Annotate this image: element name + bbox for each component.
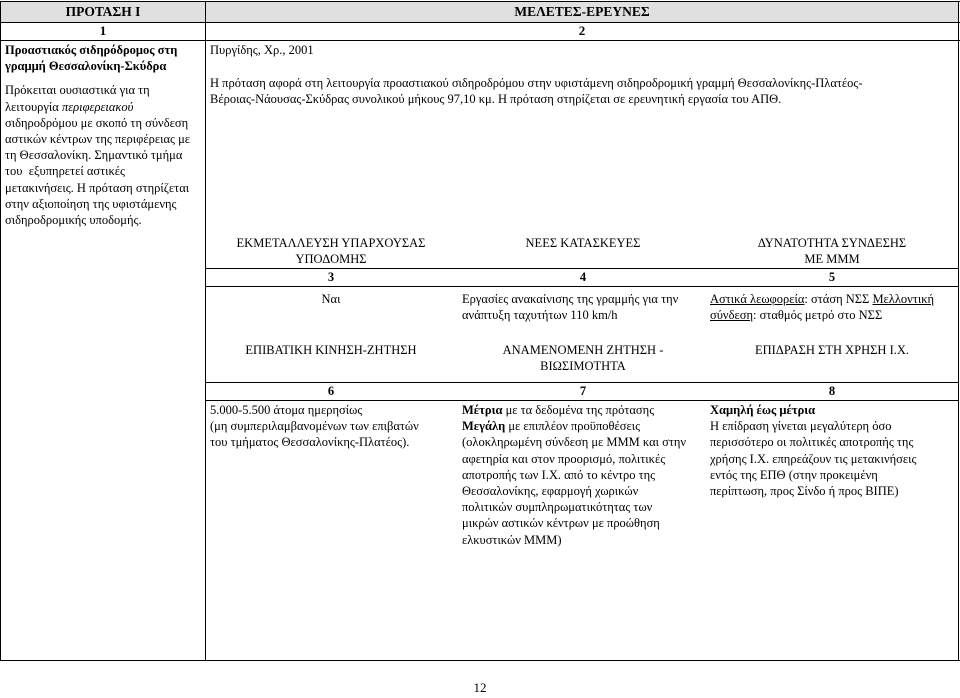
heading-existing-infrastructure-line2: ΥΠΟΔΟΜΗΣ: [295, 252, 367, 266]
value-new-constructions-line1: Εργασίες ανακαίνισης της γραμμής για την: [462, 292, 679, 306]
value-car-use-impact-line: Η επίδραση γίνεται μεγαλύτερη όσο: [710, 419, 892, 434]
page-number: 12: [473, 680, 487, 695]
value-car-use-impact-line: περισσότερο οι πολιτικές αποτροπής της: [710, 435, 914, 450]
heading-expected-demand-line1: ΑΝΑΜΕΝΟΜΕΝΗ ΖΗΤΗΣΗ -: [502, 343, 664, 357]
value-expected-demand-medium: [462, 402, 686, 418]
proposal-desc-line: τη Θεσσαλονίκη. Σημαντικό τμήμα: [5, 148, 183, 163]
heading-existing-infrastructure-line1: ΕΚΜΕΤΑΛΛΕΥΣΗ ΥΠΑΡΧΟΥΣΑΣ: [236, 236, 426, 250]
section-a-number-4: 4: [579, 270, 587, 284]
value-car-use-impact-line: χρήσης Ι.Χ. επηρεάζουν τις μετακινήσεις: [710, 451, 917, 466]
proposal-desc-text: λειτουργία: [5, 99, 59, 114]
value-expected-demand-line: αποτροπής των Ι.Χ. από το κέντρο της: [462, 467, 656, 482]
value-expected-demand-line: πολιτικών συμπληρωματικότητας των: [462, 500, 653, 515]
value-passenger-demand-line: 5.000-5.500 άτομα ημερησίως: [210, 403, 363, 417]
proposal-title-line1: Προαστιακός σιδηρόδρομος στη: [5, 43, 178, 57]
proposal-desc-line: μετακινήσεις. Η πρόταση στηρίζεται: [5, 180, 190, 195]
heading-expected-demand-line2: ΒΙΩΣΙΜΟΤΗΤΑ: [540, 359, 626, 373]
section-b-number-7: 7: [579, 384, 587, 398]
section-b-number-8: 8: [828, 384, 836, 398]
table-border-left: [0, 1, 1, 661]
value-expected-demand-medium-bold: Μέτρια: [462, 403, 503, 417]
value-connection-link: σύνδεση: [710, 308, 753, 322]
section-b-rule-bottom: [206, 400, 958, 401]
proposal-desc-line: στην αξιοποίηση της υφιστάμενης: [5, 196, 177, 211]
value-passenger-demand-line: του τμήματος Θεσσαλονίκης-Πλατέος).: [210, 435, 410, 450]
value-connection-stop: : στάση ΝΣΣ: [804, 292, 873, 306]
proposal-desc-italic: περιφερειακού: [61, 99, 134, 114]
value-new-constructions-line2: ανάπτυξη ταχυτήτων 110 km/h: [462, 308, 618, 322]
table-border-bottom: [0, 660, 960, 661]
value-expected-demand-line: (ολοκληρωμένη σύνδεση με ΜΜΜ και στην: [462, 435, 687, 450]
proposal-title-line2: γραμμή Θεσσαλονίκη-Σκύδρα: [5, 59, 167, 74]
value-car-use-impact-line: περίπτωση, προς Σίνδο ή προς ΒΙΠΕ): [710, 484, 899, 499]
value-connection-metro: : σταθμός μετρό στο ΝΣΣ: [753, 308, 883, 322]
proposal-desc-line: Πρόκειται ουσιαστικά για τη: [5, 83, 150, 98]
value-expected-demand: [462, 402, 686, 548]
proposal-desc-line-mixed: [5, 99, 205, 115]
table-border-numbers: [0, 40, 960, 41]
proposal-desc-line: του εξυπηρετεί αστικές: [5, 164, 125, 179]
section-a-number-5: 5: [828, 270, 836, 284]
column-number-2: 2: [578, 23, 586, 38]
heading-car-use-impact: ΕΠΙΔΡΑΣΗ ΣΤΗ ΧΡΗΣΗ Ι.Χ.: [754, 343, 910, 357]
table-border-middle: [205, 1, 206, 661]
table-border-right: [958, 1, 959, 661]
value-expected-demand-high: [462, 418, 686, 434]
heading-new-constructions: ΝΕΕΣ ΚΑΤΑΣΚΕΥΕΣ: [525, 236, 641, 250]
value-expected-demand-high-bold: Μεγάλη: [462, 419, 506, 434]
column-header-studies: ΜΕΛΕΤΕΣ-ΕΡΕΥΝΕΣ: [514, 4, 650, 19]
section-b-number-6: 6: [327, 384, 335, 398]
studies-text-line1: Η πρόταση αφορά στη λειτουργία προαστιακού σιδηροδρόμου στην υφιστάμενη σιδηροδρομική γραμμή Θεσσαλονίκης-Πλατέος-: [210, 76, 863, 90]
value-car-use-impact-bold: Χαμηλή έως μέτρια: [710, 403, 816, 417]
value-connection-future: Μελλοντική: [872, 292, 935, 306]
value-expected-demand-line: Θεσσαλονίκης, εφαρμογή χωρικών: [462, 484, 639, 499]
value-expected-demand-line: αφετηρία και στον προορισμό, πολιτικές: [462, 451, 666, 466]
value-expected-demand-high-text: με επιπλέον προϋποθέσεις: [505, 419, 641, 434]
proposal-desc-line: σιδηροδρόμου με σκοπό τη σύνδεση: [5, 115, 189, 130]
value-connection-bus: Αστικά λεωφορεία: [710, 292, 805, 306]
section-a-rule-bottom: [206, 286, 958, 287]
value-existing-infrastructure: Ναι: [321, 292, 341, 306]
heading-connection-line1: ΔΥΝΑΤΟΤΗΤΑ ΣΥΝΔΕΣΗΣ: [757, 236, 907, 250]
table-border-top: [0, 1, 960, 2]
column-number-1: 1: [99, 23, 107, 38]
value-expected-demand-line: ελκυστικών ΜΜΜ): [462, 532, 562, 547]
heading-passenger-demand: ΕΠΙΒΑΤΙΚΗ ΚΙΝΗΣΗ-ΖΗΤΗΣΗ: [245, 343, 417, 357]
value-expected-demand-medium-text: με τα δεδομένα της πρότασης: [502, 403, 655, 417]
value-expected-demand-line: μικρών αστικών κέντρων με προώθηση: [462, 516, 660, 531]
proposal-cell: [5, 42, 205, 228]
value-connection: [710, 291, 958, 323]
value-passenger-demand: [210, 402, 419, 451]
studies-text-line2: Βέροιας-Νάουσας-Σκύδρας συνολικού μήκους 97,10 κμ. Η πρόταση στηρίζεται σε ερευνητική εργασία του ΑΠΘ.: [210, 92, 782, 106]
studies-reference: Πυργίδης, Χρ., 2001: [210, 43, 314, 57]
proposal-desc-line: αστικών κέντρων της περιφέρειας με: [5, 132, 191, 147]
section-a-number-3: 3: [327, 270, 335, 284]
value-passenger-demand-line: (μη συμπεριλαμβανομένων των επιβατών: [210, 419, 419, 434]
column-header-proposal: ΠΡΟΤΑΣΗ Ι: [65, 4, 141, 19]
proposal-desc-line: σιδηροδρομικής υποδομής.: [5, 213, 142, 228]
value-car-use-impact-line: εντός της ΕΠΘ (στην προκειμένη: [710, 467, 878, 482]
heading-connection-line2: ΜΕ ΜΜΜ: [804, 252, 860, 266]
value-car-use-impact: [710, 402, 916, 499]
